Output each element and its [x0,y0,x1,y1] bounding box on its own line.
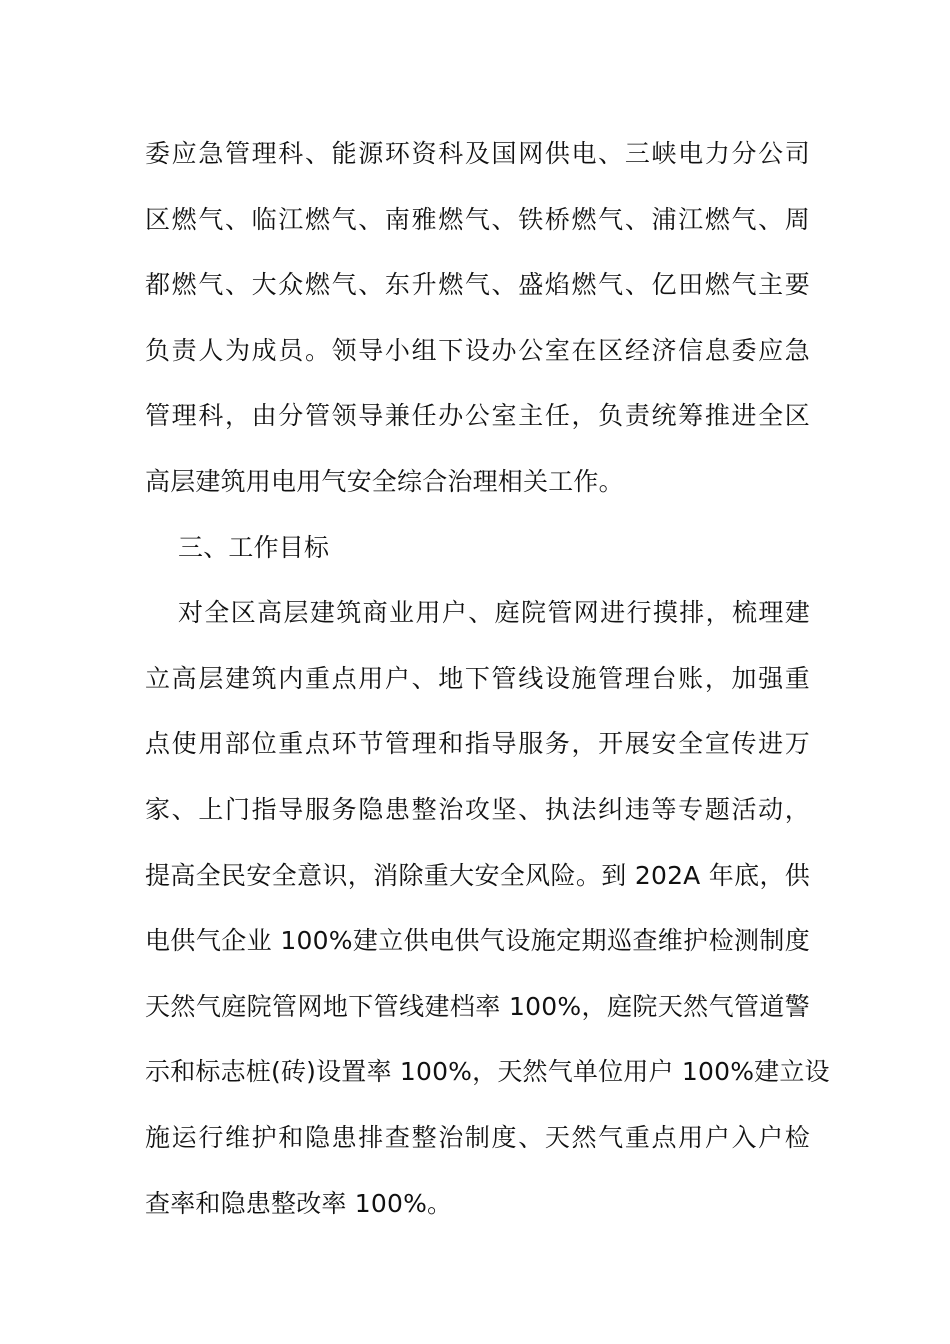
text-line: 高层建筑用电用气安全综合治理相关工作。 [145,466,624,496]
text-line: 区燃气、临江燃气、南雅燃气、铁桥燃气、浦江燃气、周 [145,204,810,234]
text-line: 立高层建筑内重点用户、地下管线设施管理台账，加强重 [145,663,810,693]
text-line: 电供气企业 100%建立供电供气设施定期巡查维护检测制度 [145,926,810,956]
section-heading: 三、工作目标 [178,532,330,562]
text-line: 委应急管理科、能源环资科及国网供电、三峡电力分公司 [145,139,810,168]
text-line: 负责人为成员。领导小组下设办公室在区经济信息委应急 [145,335,810,365]
text-line: 查率和隐患整改率 100%。 [145,1188,453,1218]
text-line: 示和标志桩(砖)设置率 100%，天然气单位用户 100%建立设 [145,1057,830,1087]
text-line: 施运行维护和隐患排查整治制度、天然气重点用户入户检 [145,1122,810,1152]
text-line: 点使用部位重点环节管理和指导服务，开展安全宣传进万 [145,729,810,759]
text-line: 对全区高层建筑商业用户、庭院管网进行摸排，梳理建 [178,598,810,628]
text-line: 天然气庭院管网地下管线建档率 100%，庭院天然气管道警 [145,991,810,1021]
text-line: 管理科，由分管领导兼任办公室主任，负责统筹推进全区 [145,401,810,431]
text-line: 都燃气、大众燃气、东升燃气、盛焰燃气、亿田燃气主要 [145,270,810,300]
text-line: 提高全民安全意识，消除重大安全风险。到 202A 年底，供 [145,860,810,890]
document-body [145,121,830,1236]
text-line: 家、上门指导服务隐患整治攻坚、执法纠违等专题活动， [145,794,810,824]
